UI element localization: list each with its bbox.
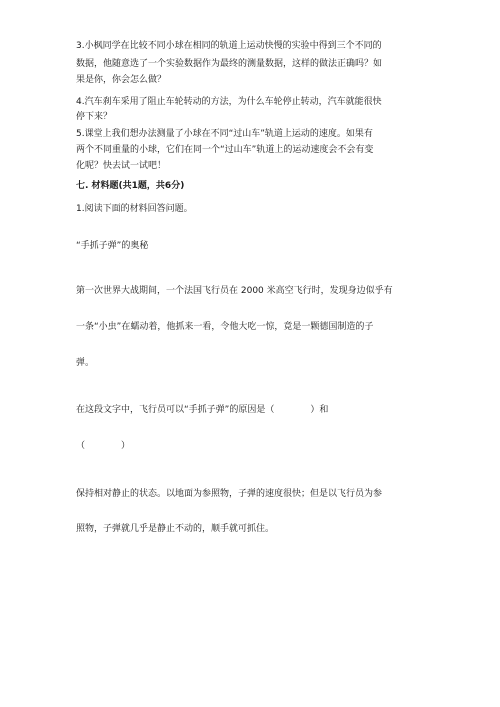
section-7-heading: 七. 材料题(共1题，共6分)	[76, 181, 185, 191]
q3-line-2: 数据，他随意选了一个实验数据作为最终的测量数据，这样的做法正确吗？如	[76, 59, 383, 69]
q3-line-1: 3.小枫同学在比较不同小球在相同的轨道上运动快慢的实验中得到三个不同的	[76, 41, 382, 51]
passage-line-2: 一条“小虫”在蠕动着，他抓来一看，令他大吃一惊，竟是一颗德国制造的子	[76, 322, 374, 332]
q3-line-3: 果是你，你会怎么做？	[76, 75, 167, 85]
q4-line-2: 停下来？	[76, 112, 113, 122]
q5-line-2: 两个不同重量的小球，它们在同一个“过山车”轨道上的运动速度会不会有变	[76, 145, 374, 155]
question-line-2: （ ）	[76, 441, 131, 451]
q5-line-1: 5.课堂上我们想办法测量了小球在不同“过山车”轨道上运动的速度。如果有	[76, 129, 373, 139]
question-line-1: 在这段文字中，飞行员可以“手抓子弹”的原因是（ ）和	[76, 405, 329, 415]
passage-line-1: 第一次世界大战期间，一个法国飞行员在 2000 米高空飞行时，发现身边似乎有	[76, 286, 393, 296]
passage-line-3: 弹。	[76, 358, 95, 368]
q5-line-3: 化呢？快去试一试吧！	[76, 161, 167, 171]
q4-line-1: 4.汽车刹车采用了阻止车轮转动的方法，为什么车轮停止转动，汽车就能很快	[76, 97, 382, 107]
material-intro: 1.阅读下面的材料回答问题。	[76, 204, 193, 214]
passage-title: “手抓子弹”的奥秘	[76, 241, 149, 251]
answer-line-1: 保持相对静止的状态。以地面为参照物，子弹的速度很快；但是以飞行员为参	[76, 489, 383, 499]
answer-line-2: 照物，子弹就几乎是静止不动的，顺手就可抓住。	[76, 524, 275, 534]
